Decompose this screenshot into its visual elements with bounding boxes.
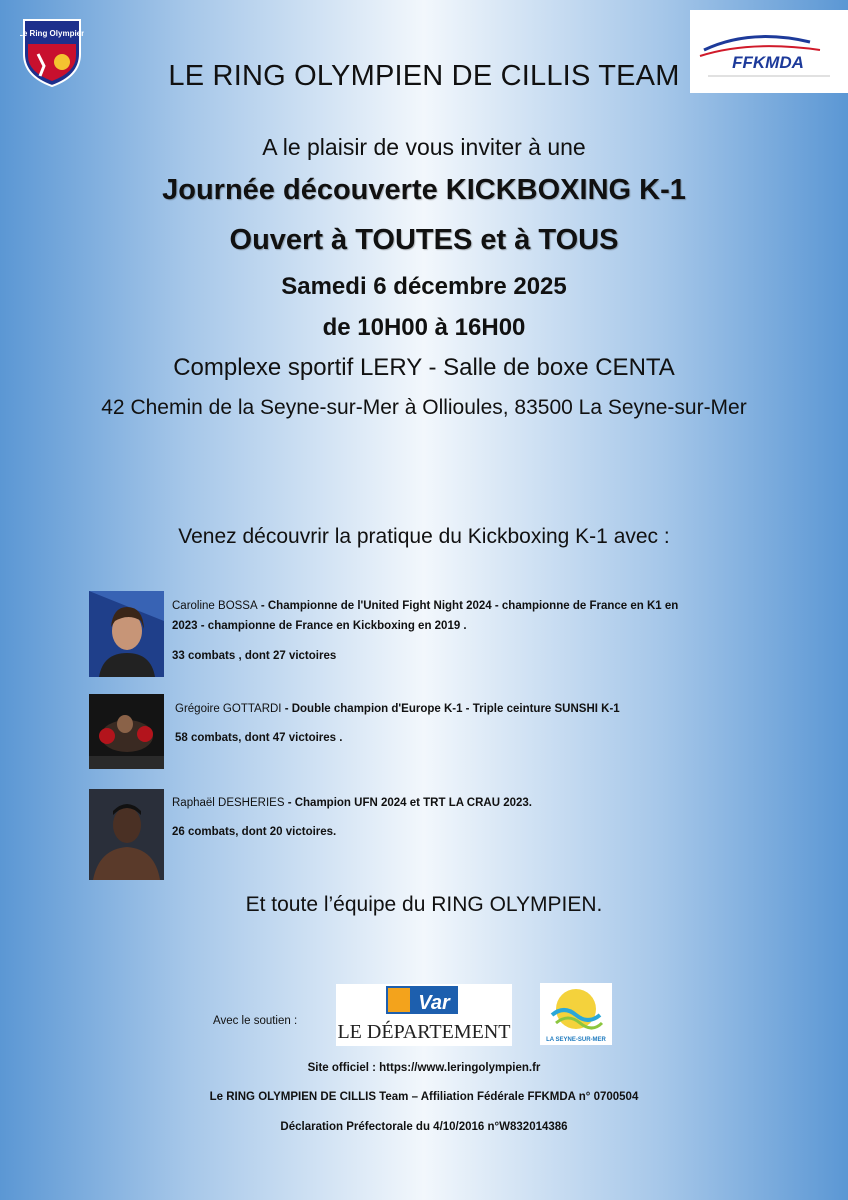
athlete-name: Raphaël DESHERIES: [172, 797, 285, 809]
support-label: Avec le soutien :: [213, 1015, 298, 1027]
athlete-titles: - Double champion d'Europe K-1 - Triple ceinture SUNSHI K-1: [281, 703, 620, 715]
event-address: 42 Chemin de la Seyne-sur-Mer à Ollioules, 83500 La Seyne-sur-Mer: [101, 396, 747, 419]
discover-text: Venez découvrir la pratique du Kickboxing K-1 avec :: [178, 525, 670, 548]
declaration-text: Déclaration Préfectorale du 4/10/2016 n°W832014386: [280, 1121, 568, 1133]
athlete-photo-desheries: [89, 789, 164, 880]
event-date: Samedi 6 décembre 2025: [281, 273, 567, 300]
athlete-info-desheries: [172, 793, 532, 813]
athlete-info-bossa: [172, 596, 678, 636]
athlete-titles-cont: 2023 - championne de France en Kickboxing en 2019 .: [172, 620, 467, 632]
athlete-info-gottardi: [175, 699, 620, 719]
club-logo-text: Le Ring Olympien: [20, 29, 84, 38]
athlete-titles: - Champion UFN 2024 et TRT LA CRAU 2023.: [284, 797, 533, 809]
seyne-logo-text: LA SEYNE-SUR-MER: [546, 1037, 606, 1043]
official-site: Site officiel : https://www.leringolympien.fr: [307, 1062, 541, 1074]
seyne-sur-mer-logo: [540, 983, 612, 1045]
event-title: Journée découverte KICKBOXING K-1: [162, 174, 686, 206]
athlete-photo-bossa: [89, 591, 164, 677]
ffkmda-logo-text: FFKMDA: [732, 53, 804, 72]
athlete-photo-gottardi: [89, 694, 164, 769]
team-title: LE RING OLYMPIEN DE CILLIS TEAM: [168, 60, 680, 92]
athlete-titles: - Championne de l'United Fight Night 2024 - championne de France en K1 en: [257, 600, 679, 612]
athlete-name: Caroline BOSSA: [172, 600, 258, 612]
closing-text: Et toute l’équipe du RING OLYMPIEN.: [245, 893, 603, 916]
var-logo-text: Var: [418, 992, 450, 1014]
open-to-all: Ouvert à TOUTES et à TOUS: [229, 224, 619, 256]
affiliation-text: Le RING OLYMPIEN DE CILLIS Team – Affiliation Fédérale FFKMDA n° 0700504: [209, 1091, 639, 1103]
athlete-record: 33 combats , dont 27 victoires: [172, 650, 337, 662]
athlete-record: 26 combats, dont 20 victoires.: [172, 826, 337, 838]
invite-text: A le plaisir de vous inviter à une: [262, 134, 586, 160]
departement-logo-text: LE DÉPARTEMENT: [337, 1021, 511, 1043]
athlete-record: 58 combats, dont 47 victoires .: [175, 732, 343, 744]
event-hours: de 10H00 à 16H00: [322, 314, 526, 341]
var-departement-logo: [336, 984, 512, 1046]
event-venue: Complexe sportif LERY - Salle de boxe CENTA: [173, 354, 675, 381]
athlete-name: Grégoire GOTTARDI: [175, 703, 282, 715]
